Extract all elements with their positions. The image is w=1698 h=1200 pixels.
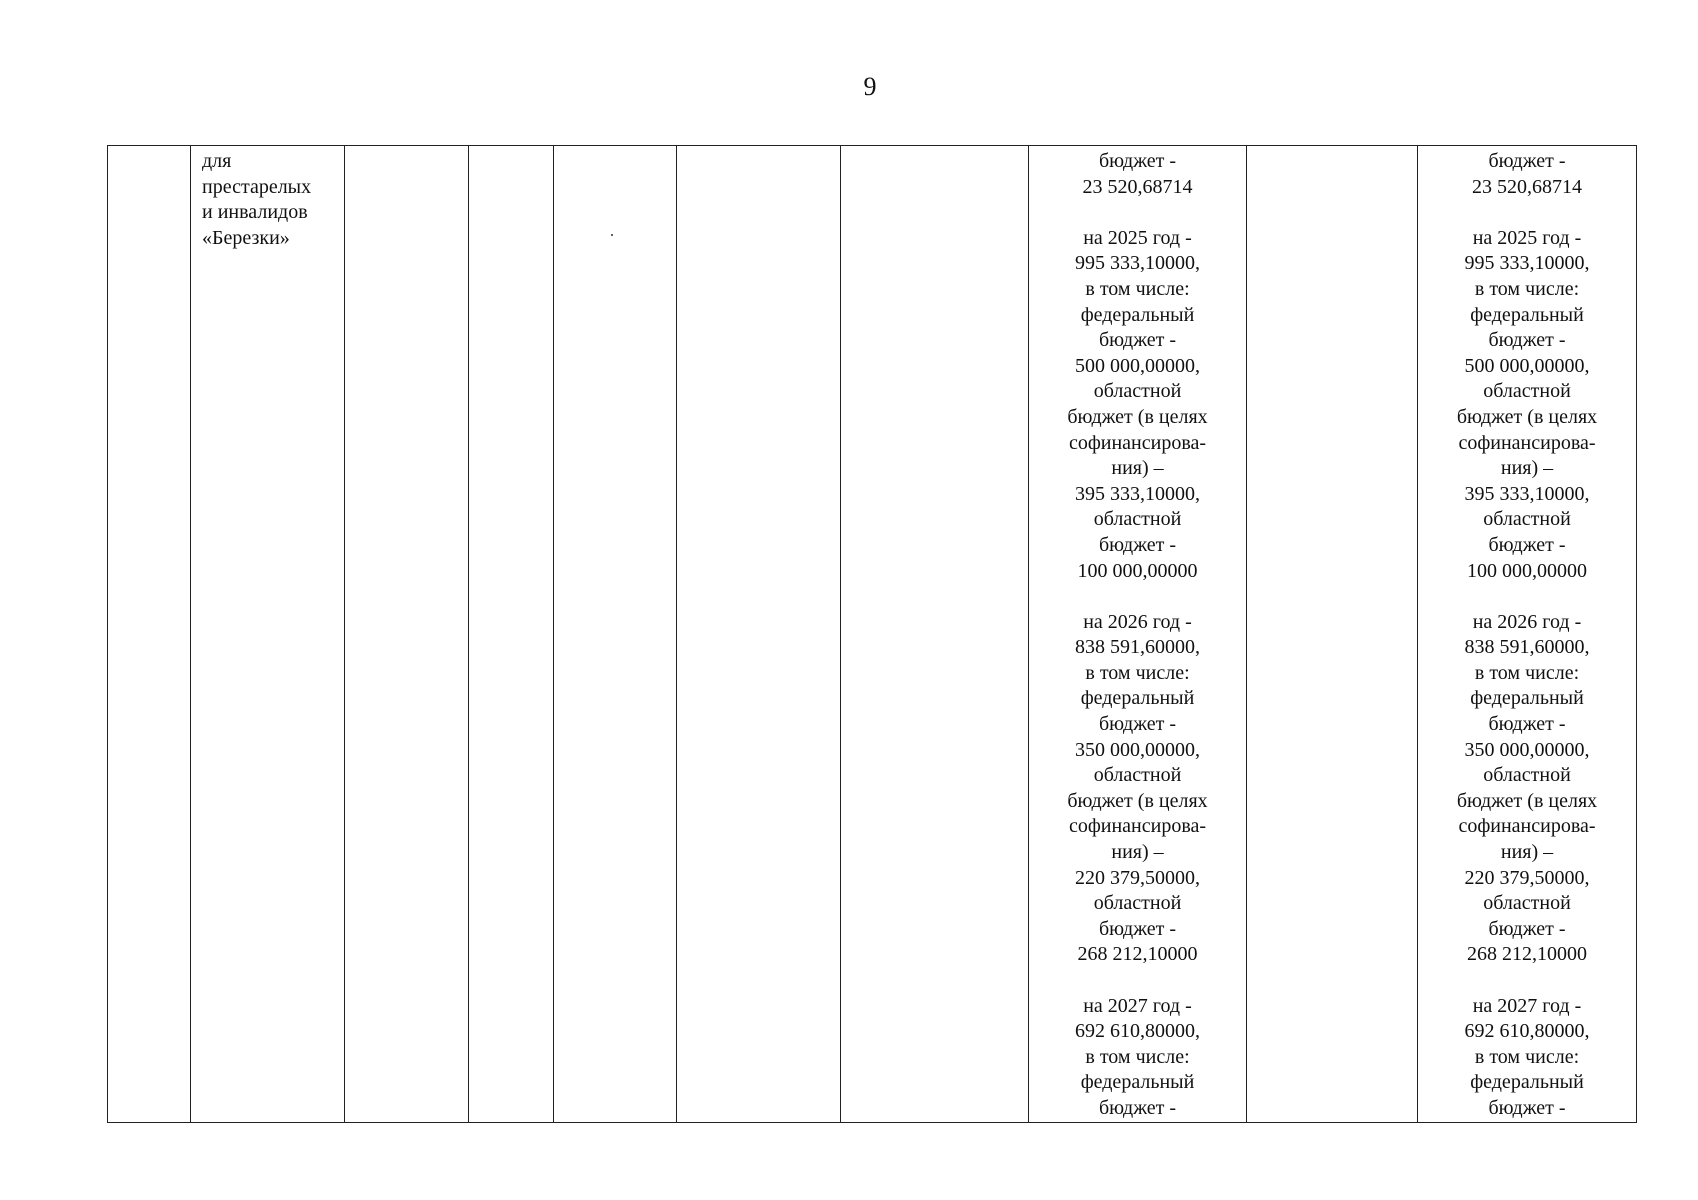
financing-line: 838 591,60000, bbox=[1464, 636, 1590, 659]
object-name-line: престарелых bbox=[202, 175, 312, 198]
spacer bbox=[1418, 968, 1636, 994]
object-name-line: для bbox=[202, 150, 232, 172]
financing-cell-b bbox=[1418, 146, 1637, 1123]
empty-cell bbox=[677, 146, 841, 1123]
financing-line: в том числе: bbox=[1085, 661, 1190, 684]
financing-line: на 2027 год - bbox=[1083, 994, 1192, 1017]
financing-line: бюджет - bbox=[1488, 329, 1566, 352]
financing-line: в том числе: bbox=[1474, 1045, 1580, 1068]
financing-line: федеральный bbox=[1080, 1071, 1195, 1094]
financing-line: бюджет - bbox=[1488, 713, 1566, 736]
financing-line: 350 000,00000, bbox=[1075, 738, 1200, 761]
financing-line: федеральный bbox=[1080, 303, 1195, 326]
financing-line: софинансирова- bbox=[1458, 431, 1596, 454]
financing-line: федеральный bbox=[1470, 687, 1584, 710]
spacer bbox=[1029, 584, 1246, 610]
financing-line: бюджет - bbox=[1098, 150, 1177, 172]
financing-line: областной bbox=[1093, 508, 1182, 531]
financing-line: 268 212,10000 bbox=[1077, 943, 1198, 966]
financing-line: 500 000,00000, bbox=[1075, 354, 1200, 377]
financing-line: 500 000,00000, bbox=[1464, 354, 1590, 377]
financing-line: ния) – bbox=[1500, 457, 1554, 480]
financing-line: в том числе: bbox=[1085, 277, 1190, 300]
financing-line: ния) – bbox=[1111, 457, 1164, 480]
financing-line: 100 000,00000 bbox=[1077, 559, 1198, 582]
financing-line: бюджет - bbox=[1098, 917, 1177, 940]
financing-line: в том числе: bbox=[1474, 277, 1580, 300]
financing-line: бюджет (в целях bbox=[1456, 405, 1598, 428]
financing-cell-a bbox=[1029, 146, 1247, 1123]
table-row bbox=[108, 146, 1637, 1123]
financing-line: областной bbox=[1093, 892, 1182, 915]
financing-line: бюджет - bbox=[1098, 533, 1177, 556]
financing-line: областной bbox=[1483, 892, 1571, 915]
scan-speck bbox=[611, 234, 613, 236]
financing-line: 350 000,00000, bbox=[1464, 738, 1590, 761]
financing-line: на 2025 год - bbox=[1472, 226, 1582, 249]
spacer bbox=[1029, 968, 1246, 994]
page-number: 9 bbox=[863, 72, 877, 101]
spacer bbox=[1418, 584, 1636, 610]
financing-line: 220 379,50000, bbox=[1075, 866, 1200, 889]
financing-line: 692 610,80000, bbox=[1464, 1020, 1590, 1043]
budget-table bbox=[107, 145, 1637, 1123]
financing-line: бюджет - bbox=[1098, 1096, 1177, 1119]
object-name-line: «Березки» bbox=[202, 226, 290, 249]
financing-line: ния) – bbox=[1500, 841, 1554, 864]
empty-cell bbox=[554, 146, 677, 1123]
empty-cell bbox=[469, 146, 554, 1123]
spacer bbox=[1029, 200, 1246, 226]
financing-line: 692 610,80000, bbox=[1075, 1020, 1200, 1043]
financing-line: бюджет (в целях bbox=[1067, 789, 1208, 812]
financing-line: 995 333,10000, bbox=[1075, 252, 1200, 275]
financing-line: 23 520,68714 bbox=[1082, 175, 1193, 198]
financing-line: на 2026 год - bbox=[1472, 610, 1582, 633]
financing-line: в том числе: bbox=[1085, 1045, 1190, 1068]
financing-line: 995 333,10000, bbox=[1464, 252, 1590, 275]
financing-line: бюджет - bbox=[1098, 329, 1177, 352]
financing-line: софинансирова- bbox=[1068, 431, 1207, 454]
financing-line: на 2025 год - bbox=[1083, 226, 1192, 249]
financing-line: федеральный bbox=[1470, 1071, 1584, 1094]
financing-line: 23 520,68714 bbox=[1472, 175, 1582, 198]
financing-line: бюджет - bbox=[1488, 150, 1566, 172]
financing-line: софинансирова- bbox=[1458, 815, 1596, 838]
financing-line: областной bbox=[1093, 764, 1182, 787]
financing-line: областной bbox=[1483, 380, 1571, 403]
financing-line: ния) – bbox=[1111, 841, 1164, 864]
spacer bbox=[1418, 200, 1636, 226]
financing-line: бюджет (в целях bbox=[1067, 405, 1208, 428]
empty-cell bbox=[841, 146, 1029, 1123]
object-name-cell bbox=[191, 146, 345, 1123]
financing-line: на 2026 год - bbox=[1083, 610, 1192, 633]
financing-line: областной bbox=[1093, 380, 1182, 403]
financing-line: 268 212,10000 bbox=[1467, 943, 1587, 966]
financing-line: бюджет (в целях bbox=[1456, 789, 1598, 812]
empty-cell bbox=[1247, 146, 1418, 1123]
financing-line: 395 333,10000, bbox=[1464, 482, 1590, 505]
financing-line: на 2027 год - bbox=[1472, 994, 1582, 1017]
financing-line: бюджет - bbox=[1098, 713, 1177, 736]
financing-line: бюджет - bbox=[1488, 917, 1566, 940]
financing-line: в том числе: bbox=[1474, 661, 1580, 684]
empty-cell bbox=[345, 146, 469, 1123]
financing-line: 100 000,00000 bbox=[1467, 559, 1587, 582]
financing-line: федеральный bbox=[1080, 687, 1195, 710]
number-cell bbox=[108, 146, 191, 1123]
object-name-line: и инвалидов bbox=[202, 201, 308, 224]
financing-line: областной bbox=[1483, 508, 1571, 531]
financing-line: федеральный bbox=[1470, 303, 1584, 326]
financing-line: областной bbox=[1483, 764, 1571, 787]
financing-line: софинансирова- bbox=[1068, 815, 1207, 838]
financing-line: 395 333,10000, bbox=[1075, 482, 1200, 505]
financing-line: бюджет - bbox=[1488, 533, 1566, 556]
financing-line: 220 379,50000, bbox=[1464, 866, 1590, 889]
financing-line: 838 591,60000, bbox=[1075, 636, 1200, 659]
financing-line: бюджет - bbox=[1488, 1096, 1566, 1119]
